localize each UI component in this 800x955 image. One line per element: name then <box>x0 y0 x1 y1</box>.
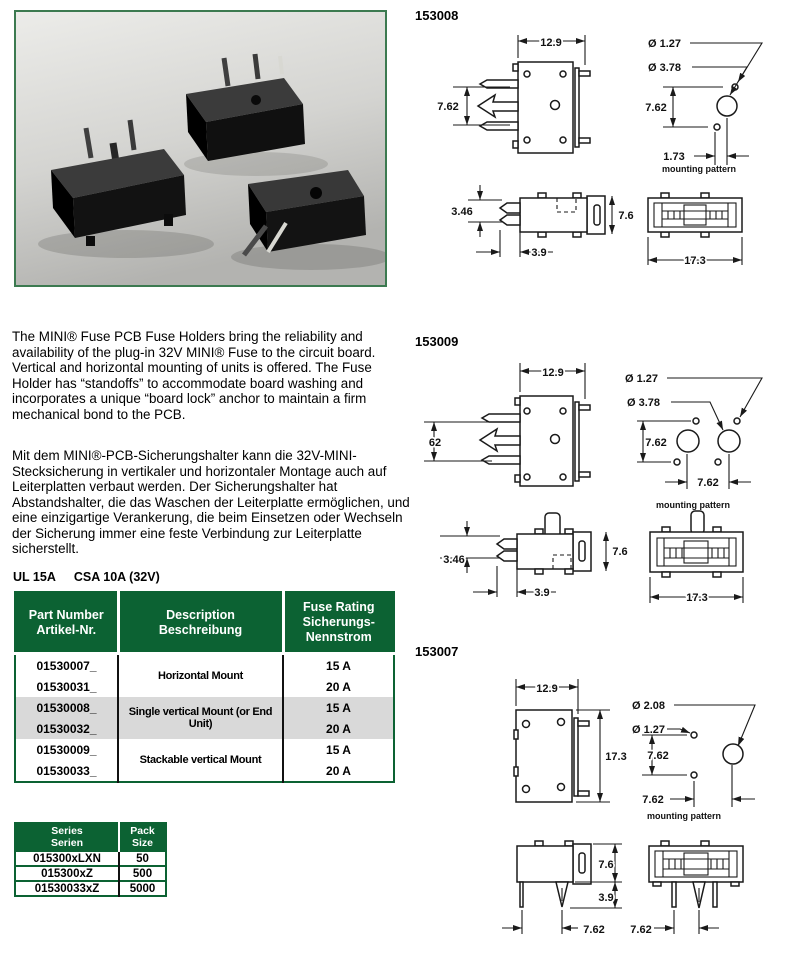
intro-paragraph-de: Mit dem MINI®-PCB-Sicherungshalter kann die 32V-MINI-Stecksicherung in vertikaler und horizontaler Montage auch auf Leiterplatten verbaut werden. Der Sicherungshalter hat Abstandshalter, die das Waschen der Leiterplatte ermöglichen, und eine einzigartige Verankerung, die beim Einsetzen oder Wechseln der Sicherung immer eine feste Verbindung zur Leiterplatte sicherstellt. <box>12 448 410 556</box>
description-cell: Single vertical Mount (or End Unit) <box>118 697 283 739</box>
drawing-153007 <box>410 661 800 955</box>
product-photo-image <box>16 12 385 285</box>
dim-label: 17.3 <box>684 255 706 267</box>
dim-label: Ø 2.08 <box>632 700 666 712</box>
part-number-cell: 01530007_ <box>36 658 97 673</box>
intro-paragraph-en: The MINI® Fuse PCB Fuse Holders bring the reliability and availability of the plug-in 32V MINI® Fuse to the circuit board. Vertical and horizontal mounting of units is offered. The Fuse Holder has “standoffs” to accommodate board washing and incorporates a unique “board lock” anchor to maintain a firm mechanical bond to the PCB. <box>12 329 376 422</box>
drawing-153008 <box>410 25 800 295</box>
mounting-pattern-view <box>645 38 762 174</box>
pack-cell: 5000 <box>119 881 166 896</box>
table-header-row <box>15 592 394 654</box>
mounting-pattern-view <box>625 373 762 510</box>
table-row <box>15 866 166 881</box>
top-view <box>514 679 627 802</box>
table-row <box>15 654 394 677</box>
dim-label: 3.9 <box>531 247 547 259</box>
dim-label: Ø 1.27 <box>648 38 682 50</box>
table-header-row <box>15 823 166 851</box>
product-photo <box>14 10 387 287</box>
dim-label: 7.6 <box>598 859 614 871</box>
front-view <box>630 841 743 936</box>
drawing-caption: mounting pattern <box>647 811 721 821</box>
dim-label: 1.73 <box>663 151 685 163</box>
drawing-title-153008: 153008 <box>415 8 459 23</box>
dim-label: 12.9 <box>536 683 558 695</box>
dim-label: 3.9 <box>534 587 550 599</box>
part-number-table <box>14 591 395 783</box>
dim-label: Ø 3.78 <box>648 62 682 74</box>
front-view <box>650 511 743 604</box>
dim-label: 7.6 <box>618 210 634 222</box>
ul-rating: UL 15A <box>13 570 56 584</box>
dim-label: 7.62 <box>642 794 664 806</box>
dim-label: 62 <box>428 437 442 449</box>
header-part-number: Part Number Artikel-Nr. <box>15 592 118 654</box>
series-cell: 015300xZ <box>15 866 119 881</box>
drawing-title-153009: 153009 <box>415 334 459 349</box>
mounting-pattern-view <box>632 700 755 821</box>
drawing-caption: mounting pattern <box>656 500 730 510</box>
rating-cell: 15 A <box>283 739 394 760</box>
rating-cell: 20 A <box>283 760 394 782</box>
side-view <box>440 513 628 599</box>
table-row <box>15 851 166 866</box>
part-number-cell: 01530009_ <box>36 742 97 757</box>
table-row <box>15 739 394 760</box>
drawing-title-153007: 153007 <box>415 644 459 659</box>
table-row <box>15 881 166 896</box>
rating-cell: 20 A <box>283 718 394 739</box>
dim-label: 3.46 <box>451 206 473 218</box>
dim-label: 7.62 <box>645 102 667 114</box>
dim-label: 3.46 <box>443 554 465 566</box>
description-cell: Horizontal Mount <box>118 654 283 698</box>
series-cell: 015300xLXN <box>15 851 119 866</box>
part-number-cell: 01530032_ <box>15 718 118 739</box>
header-fuse-rating: Fuse Rating Sicherungs- Nennstrom <box>283 592 394 654</box>
dim-label: 17.3 <box>605 751 627 763</box>
csa-rating: CSA 10A (32V) <box>73 570 160 584</box>
dim-label: 7.62 <box>645 437 667 449</box>
header-series: Series Serien <box>15 823 119 851</box>
part-number-cell: 01530031_ <box>36 679 97 694</box>
dim-label: 7.62 <box>630 924 652 936</box>
table-row <box>15 697 394 718</box>
drawing-caption: mounting pattern <box>662 164 736 174</box>
rating-cell: 20 A <box>283 676 394 697</box>
pack-cell: 50 <box>119 851 166 866</box>
dim-label: 7.62 <box>583 924 605 936</box>
dim-label: 7.62 <box>697 477 719 489</box>
part-number-cell: 01530008_ <box>15 697 118 718</box>
header-pack-size: Pack Size <box>119 823 166 851</box>
drawing-153009 <box>410 351 800 637</box>
dim-label: Ø 1.27 <box>632 724 666 736</box>
front-view <box>648 193 742 267</box>
dim-label: 12.9 <box>542 367 564 379</box>
part-number-cell: 01530033_ <box>36 763 97 778</box>
top-view <box>437 35 590 153</box>
dim-label: 7.6 <box>612 546 628 558</box>
description-cell: Stackable vertical Mount <box>118 739 283 782</box>
approvals-line <box>13 570 178 584</box>
dim-label: 12.9 <box>540 37 562 49</box>
dim-label: Ø 3.78 <box>627 397 661 409</box>
header-description: Description Beschreibung <box>118 592 283 654</box>
dim-label: 17.3 <box>686 592 708 604</box>
top-view <box>424 363 590 486</box>
side-view <box>451 185 633 259</box>
dim-label: 7.62 <box>647 750 669 762</box>
series-cell: 01530033xZ <box>15 881 119 896</box>
pack-cell: 500 <box>119 866 166 881</box>
dim-label: Ø 1.27 <box>625 373 659 385</box>
rating-cell: 15 A <box>283 654 394 677</box>
side-view <box>502 841 622 936</box>
dim-label: 7.62 <box>437 101 459 113</box>
rating-cell: 15 A <box>283 697 394 718</box>
pack-size-table <box>14 822 167 897</box>
dim-label: 3.9 <box>598 892 614 904</box>
